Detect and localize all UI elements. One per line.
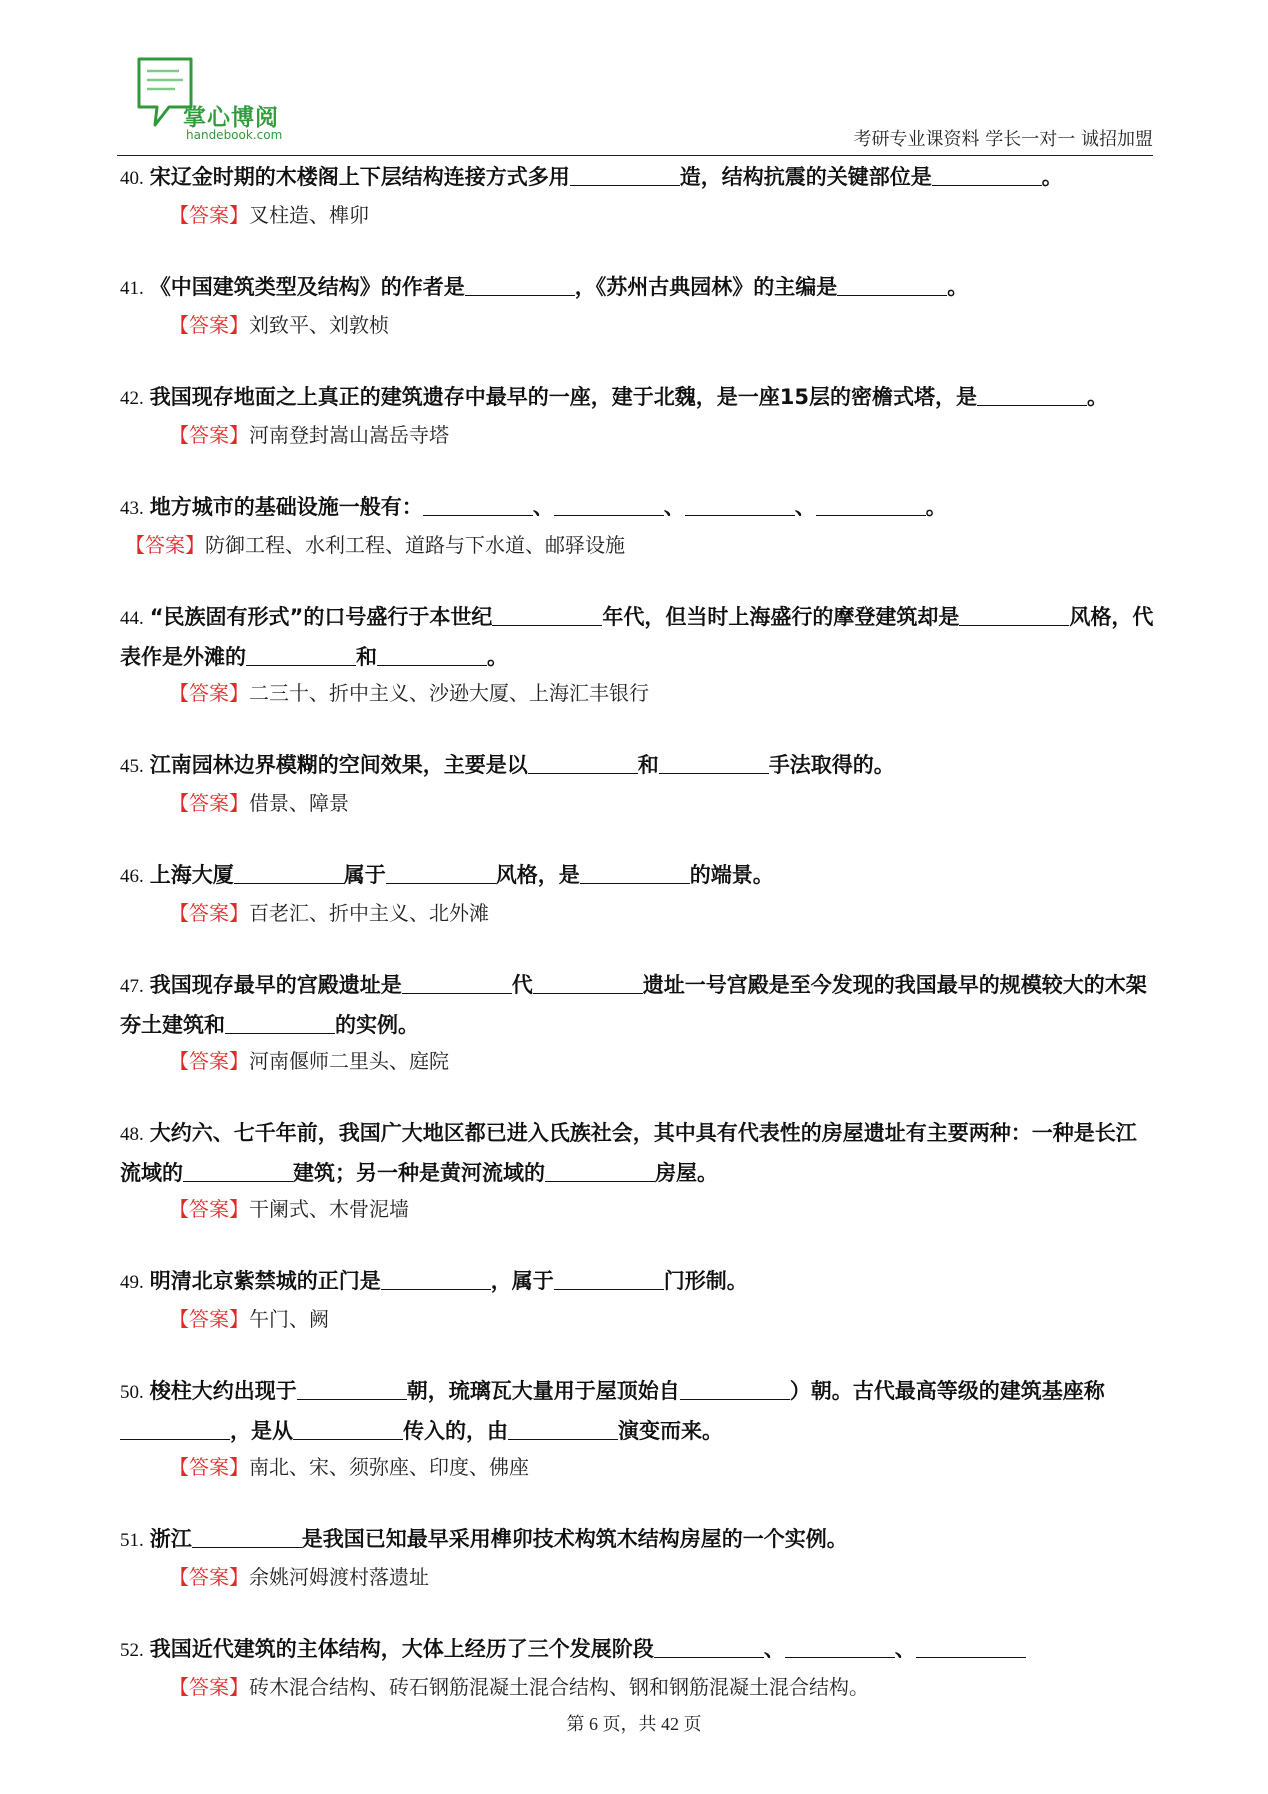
question-text: 明清北京紫禁城的正门是 <box>149 1269 381 1293</box>
answer-blank <box>423 493 533 516</box>
header-divider <box>117 155 1153 156</box>
answer-blank <box>959 603 1069 626</box>
question-number: 46. <box>120 866 144 887</box>
answer-tag: 【答案】 <box>169 423 249 447</box>
question-stem <box>120 1262 1154 1302</box>
question-text: 我国现存最早的宫殿遗址是 <box>149 973 402 997</box>
question-number: 44. <box>120 608 144 629</box>
answer-tag: 【答案】 <box>169 1455 249 1479</box>
question-text: 和 <box>356 645 377 669</box>
question-text: ，是从 <box>230 1419 293 1443</box>
question-text: 房屋。 <box>655 1161 718 1185</box>
answer-tag: 【答案】 <box>169 791 249 815</box>
question-text: 属于 <box>343 863 386 887</box>
answer-line <box>120 1192 1154 1226</box>
answer-blank <box>192 1525 302 1548</box>
question-text: 传入的，由 <box>403 1419 508 1443</box>
question-text: 的端景。 <box>689 863 774 887</box>
question-item <box>120 966 1154 1078</box>
answer-tag: 【答案】 <box>169 203 249 227</box>
question-item <box>120 1372 1154 1484</box>
answer-tag: 【答案】 <box>169 1197 249 1221</box>
question-stem <box>120 746 1154 786</box>
question-number: 52. <box>120 1640 144 1661</box>
answer-text: 干阑式、木骨泥墙 <box>249 1197 409 1221</box>
question-stem <box>120 966 1154 1044</box>
answer-text: 二三十、折中主义、沙逊大厦、上海汇丰银行 <box>249 681 649 705</box>
answer-blank <box>685 493 795 516</box>
question-stem <box>120 856 1154 896</box>
question-text: 风格，代表作是外滩的 <box>120 605 1154 669</box>
question-text: 《中国建筑类型及结构》的作者是 <box>149 275 465 299</box>
answer-text: 借景、障景 <box>249 791 349 815</box>
answer-text: 河南登封嵩山嵩岳寺塔 <box>249 423 449 447</box>
answer-blank <box>554 493 664 516</box>
answer-tag: 【答案】 <box>169 1565 249 1589</box>
page-header <box>117 55 1153 155</box>
answer-blank <box>120 1417 230 1440</box>
answer-line <box>120 1670 1154 1704</box>
question-text: 。 <box>947 275 969 299</box>
question-text: 大约六、七千年前，我国广大地区都已进入氏族社会，其中具有代表性的房屋遗址有主要两种：一种是长江流域的 <box>120 1121 1137 1185</box>
question-text: 遗址一号宫殿是至今发现的我国最早的规模较大的木架夯土建筑和 <box>120 973 1147 1037</box>
question-text: 我国现存地面之上真正的建筑遗存中最早的一座，建于北魏，是一座15层的密檐式塔，是 <box>149 385 977 409</box>
logo <box>135 55 295 147</box>
question-item <box>120 746 1154 820</box>
header-slogan: 考研专业课资料 学长一对一 诚招加盟 <box>853 129 1153 150</box>
answer-text: 南北、宋、须弥座、印度、佛座 <box>249 1455 529 1479</box>
answer-tag: 【答案】 <box>169 1049 249 1073</box>
answer-blank <box>680 1377 790 1400</box>
question-item <box>120 158 1154 232</box>
question-item <box>120 378 1154 452</box>
answer-text: 刘致平、刘敦桢 <box>249 313 389 337</box>
question-text: 、 <box>794 495 816 519</box>
answer-line <box>120 1302 1154 1336</box>
question-stem <box>120 1114 1154 1192</box>
question-item <box>120 488 1154 562</box>
question-text: 梭柱大约出现于 <box>149 1379 297 1403</box>
question-text: 代 <box>511 973 533 997</box>
question-number: 41. <box>120 278 144 299</box>
question-item <box>120 1630 1154 1704</box>
question-text: 朝，琉璃瓦大量用于屋顶始自 <box>406 1379 680 1403</box>
question-text: 。 <box>1041 165 1063 189</box>
question-text: 我国近代建筑的主体结构，大体上经历了三个发展阶段 <box>149 1637 654 1661</box>
answer-text: 余姚河姆渡村落遗址 <box>249 1565 429 1589</box>
question-stem <box>120 488 1154 528</box>
question-number: 45. <box>120 756 144 777</box>
page-number: 第 6 页，共 42 页 <box>566 1714 702 1734</box>
question-stem <box>120 268 1154 308</box>
question-number: 43. <box>120 498 144 519</box>
answer-blank <box>977 383 1087 406</box>
answer-line <box>120 418 1154 452</box>
answer-blank <box>508 1417 618 1440</box>
question-text: 的实例。 <box>335 1013 419 1037</box>
question-stem <box>120 1520 1154 1560</box>
answer-text: 午门、阙 <box>249 1307 329 1331</box>
answer-blank <box>183 1159 293 1182</box>
answer-blank <box>554 1267 664 1290</box>
answer-blank <box>297 1377 407 1400</box>
question-number: 51. <box>120 1530 144 1551</box>
question-text: 上海大厦 <box>149 863 234 887</box>
question-text: 演变而来。 <box>618 1419 723 1443</box>
answer-blank <box>293 1417 403 1440</box>
question-number: 40. <box>120 168 144 189</box>
answer-tag: 【答案】 <box>169 901 249 925</box>
answer-tag: 【答案】 <box>125 533 205 557</box>
question-text: 建筑；另一种是黄河流域的 <box>293 1161 545 1185</box>
question-text: 宋辽金时期的木楼阁上下层结构连接方式多用 <box>149 165 570 189</box>
question-text: 地方城市的基础设施一般有： <box>149 495 423 519</box>
answer-blank <box>570 163 680 186</box>
question-stem <box>120 598 1154 676</box>
answer-blank <box>528 751 638 774</box>
question-item <box>120 598 1154 710</box>
logo-text: 掌心博阅 <box>183 105 279 131</box>
question-text: 、 <box>763 1637 785 1661</box>
question-text: ，属于 <box>490 1269 554 1293</box>
answer-text: 砖木混合结构、砖石钢筋混凝土混合结构、钢和钢筋混凝土混合结构。 <box>249 1675 869 1699</box>
answer-blank <box>837 273 947 296</box>
question-stem <box>120 158 1154 198</box>
question-list <box>120 158 1154 1740</box>
answer-blank <box>225 1011 335 1034</box>
question-text: 浙江 <box>149 1527 192 1551</box>
answer-blank <box>381 1267 491 1290</box>
question-stem <box>120 1630 1154 1670</box>
answer-line <box>120 528 1154 562</box>
answer-line <box>120 1044 1154 1078</box>
question-text: 。 <box>1086 385 1108 409</box>
question-text: 风格，是 <box>495 863 580 887</box>
answer-text: 百老汇、折中主义、北外滩 <box>249 901 489 925</box>
answer-text: 叉柱造、榫卯 <box>249 203 369 227</box>
question-text: 、 <box>532 495 554 519</box>
question-text: 门形制。 <box>663 1269 748 1293</box>
answer-blank <box>246 643 356 666</box>
answer-blank <box>932 163 1042 186</box>
answer-tag: 【答案】 <box>169 1307 249 1331</box>
answer-blank <box>785 1635 895 1658</box>
answer-line <box>120 676 1154 710</box>
answer-blank <box>533 971 643 994</box>
question-text: 、 <box>663 495 685 519</box>
question-item <box>120 1262 1154 1336</box>
logo-url: handebook.com <box>186 128 283 142</box>
question-stem <box>120 1372 1154 1450</box>
question-number: 49. <box>120 1272 144 1293</box>
question-item <box>120 1520 1154 1594</box>
answer-blank <box>377 643 487 666</box>
question-text: 和 <box>637 753 659 777</box>
answer-blank <box>545 1159 655 1182</box>
question-text: 。 <box>487 645 508 669</box>
answer-blank <box>234 861 344 884</box>
answer-line <box>120 308 1154 342</box>
question-text: 年代，但当时上海盛行的摩登建筑却是 <box>602 605 960 629</box>
answer-tag: 【答案】 <box>169 1675 249 1699</box>
answer-line <box>120 786 1154 820</box>
question-text: 是我国已知最早采用榫卯技术构筑木结构房屋的一个实例。 <box>301 1527 848 1551</box>
question-text: 造，结构抗震的关键部位是 <box>679 165 932 189</box>
question-item <box>120 856 1154 930</box>
answer-blank <box>654 1635 764 1658</box>
answer-line <box>120 1560 1154 1594</box>
question-number: 47. <box>120 976 144 997</box>
answer-blank <box>402 971 512 994</box>
answer-blank <box>465 273 575 296</box>
question-number: 48. <box>120 1124 144 1145</box>
question-number: 42. <box>120 388 144 409</box>
question-text: 手法取得的。 <box>768 753 895 777</box>
question-text: 、 <box>894 1637 916 1661</box>
answer-blank <box>916 1635 1026 1658</box>
answer-text: 河南偃师二里头、庭院 <box>249 1049 449 1073</box>
question-stem <box>120 378 1154 418</box>
answer-line <box>120 1450 1154 1484</box>
answer-tag: 【答案】 <box>169 681 249 705</box>
answer-blank <box>580 861 690 884</box>
answer-blank <box>492 603 602 626</box>
question-item <box>120 268 1154 342</box>
question-text: 。 <box>925 495 947 519</box>
question-item <box>120 1114 1154 1226</box>
question-text: “民族固有形式”的口号盛行于本世纪 <box>149 605 493 629</box>
answer-blank <box>659 751 769 774</box>
question-text: ）朝。古代最高等级的建筑基座称 <box>789 1379 1105 1403</box>
answer-line <box>120 198 1154 232</box>
question-number: 50. <box>120 1382 144 1403</box>
answer-tag: 【答案】 <box>169 313 249 337</box>
answer-blank <box>816 493 926 516</box>
answer-text: 防御工程、水利工程、道路与下水道、邮驿设施 <box>205 533 625 557</box>
question-text: 江南园林边界模糊的空间效果，主要是以 <box>149 753 528 777</box>
answer-line <box>120 896 1154 930</box>
question-text: ，《苏州古典园林》的主编是 <box>574 275 838 299</box>
answer-blank <box>386 861 496 884</box>
